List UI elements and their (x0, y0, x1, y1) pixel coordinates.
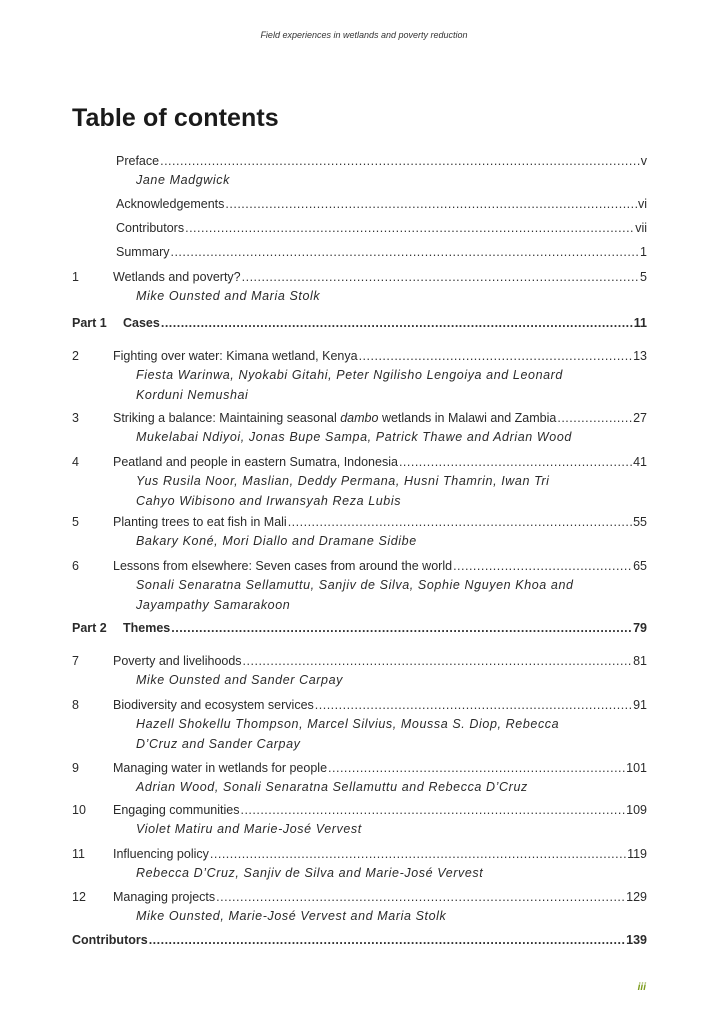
toc-entry-number: 2 (72, 349, 79, 363)
toc-entry-line (72, 268, 647, 286)
toc-entry-title: Engaging communities (113, 803, 240, 817)
toc-entry[interactable] (72, 801, 647, 839)
toc-title: Table of contents (72, 104, 279, 132)
toc-entry-page: 65 (633, 559, 647, 573)
toc-entry[interactable] (72, 845, 647, 883)
toc-entry-number: 3 (72, 411, 79, 425)
toc-entry-authors: Mike Ounsted and Sander Carpay (136, 673, 343, 687)
toc-entry-number: 8 (72, 698, 79, 712)
toc-entry-page: v (640, 154, 647, 168)
dot-leader (210, 845, 626, 863)
dot-leader (328, 759, 625, 777)
toc-entry-number: 4 (72, 455, 79, 469)
dot-leader (288, 513, 632, 531)
dot-leader (399, 453, 632, 471)
dot-leader (170, 243, 639, 261)
toc-entry-title: Poverty and livelihoods (113, 654, 242, 668)
dot-leader (216, 888, 625, 906)
toc-entry-line (72, 243, 647, 261)
dot-leader (160, 152, 640, 170)
toc-entry-number: Part 2 (72, 621, 107, 635)
toc-entry-page: 1 (640, 245, 647, 259)
toc-entry-title: Fighting over water: Kimana wetland, Kenya (113, 349, 358, 363)
toc-entry-page: vii (635, 221, 647, 235)
toc-entry-authors: Mike Ounsted, Marie-José Vervest and Maria Stolk (136, 909, 447, 923)
toc-entry[interactable] (72, 243, 647, 261)
toc-entry-title: Lessons from elsewhere: Seven cases from around the world (113, 559, 453, 573)
toc-entry-title: Planting trees to eat fish in Mali (113, 515, 287, 529)
toc-entry-page: 5 (640, 270, 647, 284)
toc-entry-page: 109 (626, 803, 647, 817)
toc-entry-title: Contributors (116, 221, 185, 235)
toc-entry-authors: Bakary Koné, Mori Diallo and Dramane Sidibe (136, 534, 417, 548)
toc-entry-page: vi (637, 197, 647, 211)
toc-entry-authors: Jane Madgwick (136, 173, 230, 187)
toc-entry-number: 5 (72, 515, 79, 529)
dot-leader (185, 219, 634, 237)
toc-entry[interactable] (72, 696, 647, 754)
toc-entry-authors: Rebecca D’Cruz, Sanjiv de Silva and Marie-José Vervest (136, 866, 484, 880)
toc-entry-page: 101 (626, 761, 647, 775)
toc-entry-title: Cases (123, 316, 160, 330)
toc-entry-line (72, 409, 647, 427)
toc-entry-title: Striking a balance: Maintaining seasonal dambo wetlands in Malawi and Zambia (113, 411, 557, 425)
toc-entry-line (72, 759, 647, 777)
toc-entry-line (72, 696, 647, 714)
toc-entry-line (72, 931, 647, 949)
toc-entry-line (72, 453, 647, 471)
dot-leader (149, 931, 625, 949)
toc-entry-page: 79 (633, 621, 647, 635)
toc-entry[interactable] (72, 557, 647, 615)
toc-entry-authors: Jayampathy Samarakoon (136, 598, 291, 612)
toc-entry-authors: Korduni Nemushai (136, 388, 249, 402)
toc-entry-authors: Mukelabai Ndiyoi, Jonas Bupe Sampa, Patrick Thawe and Adrian Wood (136, 430, 572, 444)
toc-part-heading[interactable] (72, 931, 647, 949)
toc-entry-title: Themes (123, 621, 171, 635)
toc-entry-page: 13 (633, 349, 647, 363)
dot-leader (240, 801, 625, 819)
toc-entry-title: Influencing policy (113, 847, 209, 861)
toc-part-heading[interactable] (72, 619, 647, 637)
dot-leader (243, 652, 633, 670)
toc-entry-number: 1 (72, 270, 79, 284)
toc-entry-line (72, 219, 647, 237)
toc-entry-page: 11 (633, 316, 647, 330)
toc-entry[interactable] (72, 409, 647, 447)
toc-entry-line (72, 801, 647, 819)
dot-leader (171, 619, 632, 637)
toc-entry-page: 55 (633, 515, 647, 529)
toc-entry-line (72, 652, 647, 670)
toc-entry[interactable] (72, 347, 647, 405)
toc-part-heading[interactable] (72, 314, 647, 332)
toc-entry-authors: Cahyo Wibisono and Irwansyah Reza Lubis (136, 494, 402, 508)
toc-entry-line (72, 557, 647, 575)
toc-entry-number: 10 (72, 803, 86, 817)
dot-leader (359, 347, 633, 365)
toc-entry-number: 12 (72, 890, 86, 904)
toc-entry-title: Contributors (72, 933, 148, 947)
toc-entry-title: Biodiversity and ecosystem services (113, 698, 314, 712)
toc-entry-title: Acknowledgements (116, 197, 225, 211)
toc-entry[interactable] (72, 513, 647, 551)
toc-entry-page: 129 (626, 890, 647, 904)
toc-entry[interactable] (72, 759, 647, 797)
dot-leader (225, 195, 637, 213)
toc-entry-title: Preface (116, 154, 160, 168)
toc-entry-page: 139 (626, 933, 647, 947)
toc-entry-line (72, 152, 647, 170)
toc-entry-title: Summary (116, 245, 170, 259)
toc-entry-authors: D’Cruz and Sander Carpay (136, 737, 301, 751)
toc-entry-line (72, 888, 647, 906)
toc-entry-number: 11 (72, 847, 85, 861)
toc-entry-authors: Adrian Wood, Sonali Senaratna Sellamuttu and Rebecca D’Cruz (136, 780, 528, 794)
toc-entry-number: 6 (72, 559, 79, 573)
toc-entry-authors: Sonali Senaratna Sellamuttu, Sanjiv de Silva, Sophie Nguyen Khoa and (136, 578, 574, 592)
running-head: Field experiences in wetlands and poverty reduction (260, 30, 468, 40)
dot-leader (557, 409, 632, 427)
toc-entry[interactable] (72, 219, 647, 237)
toc-entry-authors: Fiesta Warinwa, Nyokabi Gitahi, Peter Ngilisho Lengoiya and Leonard (136, 368, 563, 382)
toc-entry-line (72, 513, 647, 531)
toc-entry-number: Part 1 (72, 316, 107, 330)
toc-entry[interactable] (72, 195, 647, 213)
toc-entry-authors: Yus Rusila Noor, Maslian, Deddy Permana, Husni Thamrin, Iwan Tri (136, 474, 550, 488)
toc-entry-authors: Mike Ounsted and Maria Stolk (136, 289, 321, 303)
toc-entry-page: 27 (633, 411, 647, 425)
toc-entry[interactable] (72, 652, 647, 690)
toc-entry-title: Peatland and people in eastern Sumatra, Indonesia (113, 455, 398, 469)
toc-entry[interactable] (72, 152, 647, 190)
dot-leader (161, 314, 633, 332)
dot-leader (315, 696, 632, 714)
toc-entry-line (72, 619, 647, 637)
toc-entry-number: 9 (72, 761, 79, 775)
toc-entry-title: Managing water in wetlands for people (113, 761, 328, 775)
page-number: iii (637, 982, 646, 993)
toc-entry[interactable] (72, 453, 647, 511)
toc-entry[interactable] (72, 888, 647, 926)
toc-entry-title: Wetlands and poverty? (113, 270, 241, 284)
dot-leader (453, 557, 632, 575)
toc-entry-page: 91 (633, 698, 647, 712)
toc-entry-line (72, 314, 647, 332)
toc-entry-page: 81 (633, 654, 647, 668)
toc-entry-line (72, 845, 647, 863)
toc-entry-title: Managing projects (113, 890, 216, 904)
toc-entry-number: 7 (72, 654, 79, 668)
toc-entry[interactable] (72, 268, 647, 306)
toc-entry-line (72, 195, 647, 213)
toc-entry-page: 119 (627, 847, 647, 861)
dot-leader (242, 268, 639, 286)
toc-entry-page: 41 (633, 455, 647, 469)
toc-entry-line (72, 347, 647, 365)
toc-entry-authors: Hazell Shokellu Thompson, Marcel Silvius, Moussa S. Diop, Rebecca (136, 717, 560, 731)
toc-entry-authors: Violet Matiru and Marie-José Vervest (136, 822, 362, 836)
